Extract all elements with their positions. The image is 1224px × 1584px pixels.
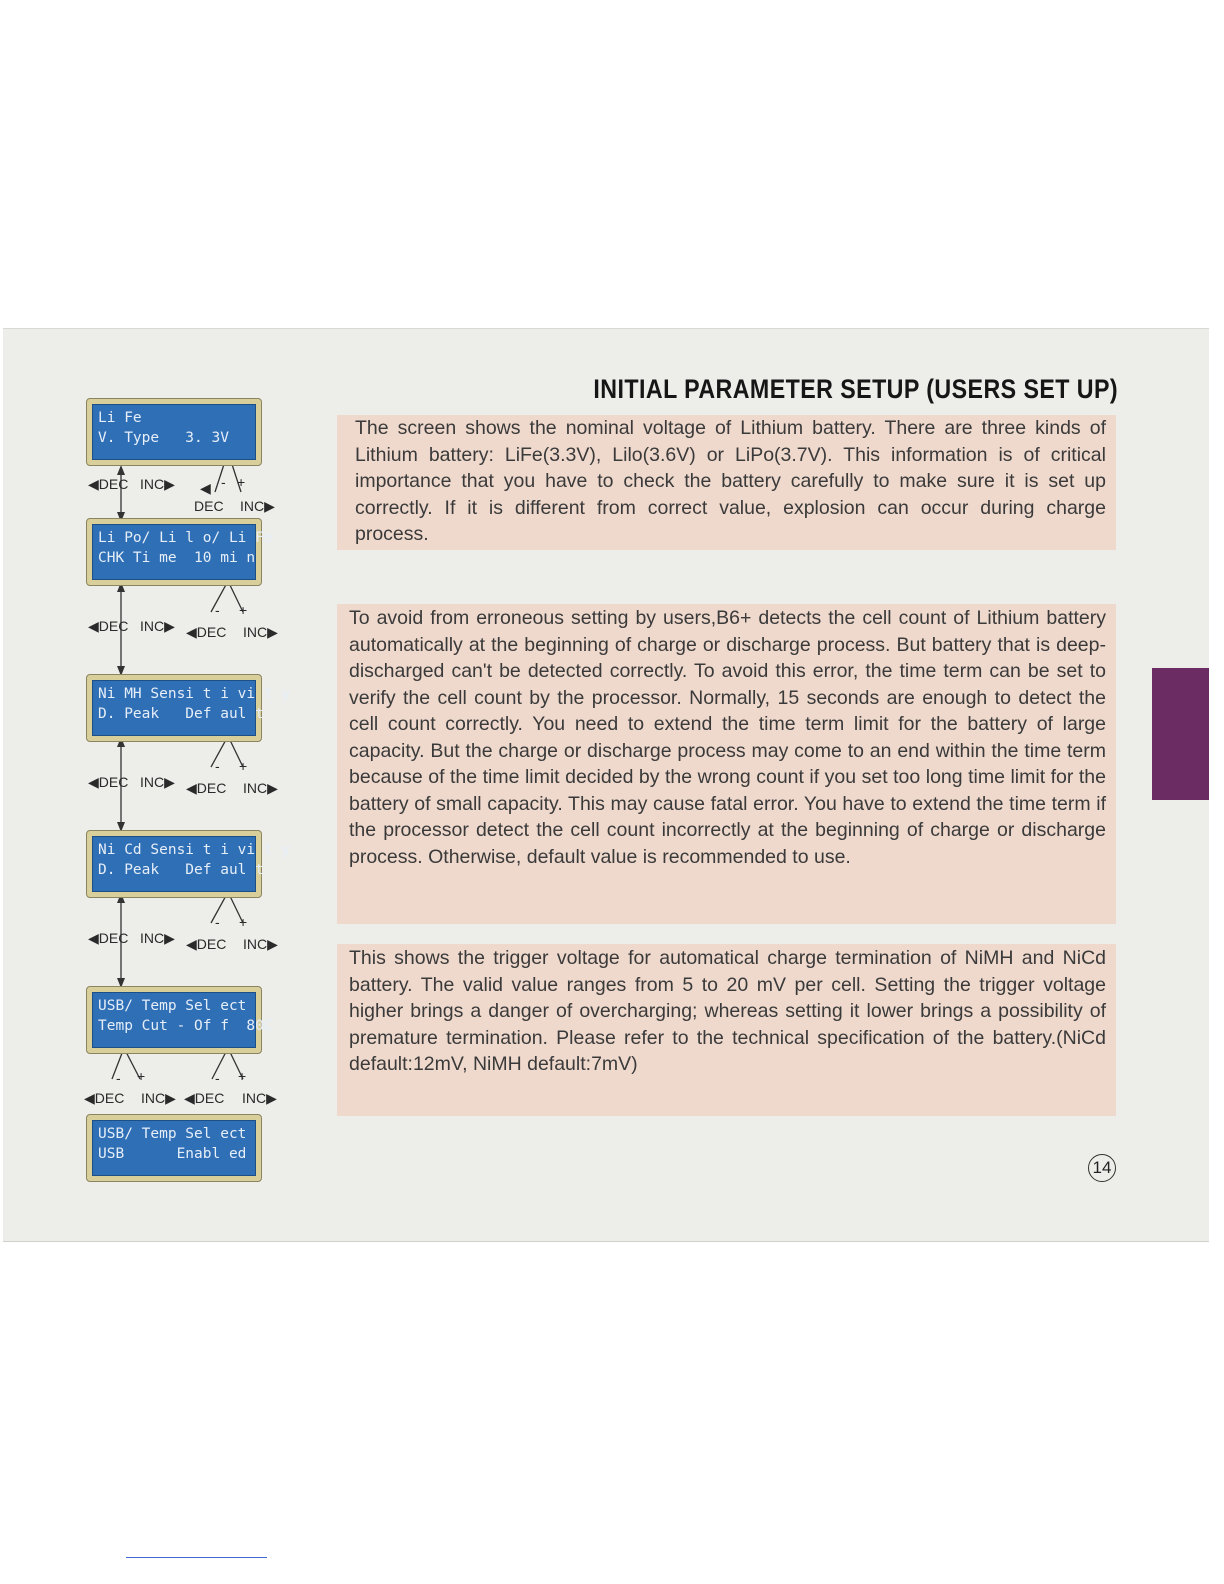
inc-label: INC▶ xyxy=(140,618,175,634)
lcd-check-time-screen xyxy=(92,524,273,580)
lcd-line-1: Ni Cd Sensi t i vi t y xyxy=(98,842,291,858)
minus-label: - xyxy=(215,1070,220,1086)
lcd-nimh-sensitivity xyxy=(86,674,291,742)
page-number: 14 xyxy=(1088,1154,1116,1182)
lcd-line-2: Temp Cut - Of f 80C xyxy=(98,1018,273,1034)
lcd-line-2: D. Peak Def aul t xyxy=(98,706,264,722)
dec-label: ◀DEC xyxy=(186,936,227,952)
inc-label: INC▶ xyxy=(240,498,275,514)
lcd-temp-cutoff xyxy=(86,986,273,1054)
lcd-nimh-sensitivity-screen xyxy=(92,680,291,736)
lcd-check-time xyxy=(86,518,273,586)
inc-label: INC▶ xyxy=(243,936,278,952)
plus-label: + xyxy=(239,758,248,774)
minus-label: - xyxy=(116,1070,121,1086)
dec-label: ◀DEC xyxy=(88,476,129,492)
plus-label: + xyxy=(239,602,248,618)
dec-label: ◀DEC xyxy=(88,930,129,946)
plus-label: + xyxy=(239,914,248,930)
inc-label: INC▶ xyxy=(140,774,175,790)
paragraph-sensitivity: This shows the trigger voltage for automatical charge termination of NiMH and NiCd battery. The valid value ranges from 5 to 20 mV per cell. Setting the trigger voltage higher brings a danger of overcharging; whereas setting it lower brings a possibility of premature termination. Please refer to the technical specification of the battery.(NiCd default:12mV, NiMH default:7mV) xyxy=(337,944,1116,1116)
plus-label: + xyxy=(137,1068,146,1084)
lcd-line-2: V. Type 3. 3V xyxy=(98,430,229,446)
lcd-line-1: USB/ Temp Sel ect xyxy=(98,998,247,1014)
lcd-line-1: Li Po/ Li l o/ Li Fe xyxy=(98,530,273,546)
inc-label: INC▶ xyxy=(140,476,175,492)
lcd-temp-cutoff-screen xyxy=(92,992,273,1048)
plus-label: + xyxy=(237,474,246,490)
lcd-voltage-type xyxy=(86,398,262,466)
lcd-line-2: D. Peak Def aul t xyxy=(98,862,264,878)
dec-label: ◀DEC xyxy=(184,1090,225,1106)
left-arrow-icon: ◀ xyxy=(200,480,211,496)
lcd-nicd-sensitivity xyxy=(86,830,291,898)
inc-label: INC▶ xyxy=(243,780,278,796)
inc-label: INC▶ xyxy=(243,624,278,640)
dec-label: DEC xyxy=(194,498,224,514)
lcd-line-2: USB Enabl ed xyxy=(98,1146,247,1162)
plus-label: + xyxy=(238,1068,247,1084)
lcd-nicd-sensitivity-screen xyxy=(92,836,291,892)
lcd-usb-enabled xyxy=(86,1114,262,1182)
dec-label: ◀DEC xyxy=(186,624,227,640)
dec-label: ◀DEC xyxy=(84,1090,125,1106)
dec-label: ◀DEC xyxy=(186,780,227,796)
lcd-line-1: Ni MH Sensi t i vi t y xyxy=(98,686,291,702)
lcd-line-1: Li Fe xyxy=(98,410,142,426)
dec-label: ◀DEC xyxy=(88,774,129,790)
minus-label: - xyxy=(215,602,220,618)
paragraph-check-time: To avoid from erroneous setting by users,B6+ detects the cell count of Lithium battery automatically at the beginning of charge or discharge process. But battery that is deep-discharged can't be detected correctly. To avoid this error, the time term can be set to verify the cell count by the processor. Normally, 15 seconds are enough to detect the cell count correctly. You need to extend the time term limit for the battery of large capacity. But the charge or discharge process may come to an end within the time term because of the time limit decided by the wrong count if you set too long time limit for the battery of small capacity. This may cause fatal error. You have to extend the time term if the processor detect the cell count incorrectly at the beginning of charge or discharge process. Otherwise, default value is recommended to use. xyxy=(337,604,1116,924)
lcd-usb-enabled-screen xyxy=(92,1120,256,1176)
inc-label: INC▶ xyxy=(140,930,175,946)
page-title: INITIAL PARAMETER SETUP (USERS SET UP) xyxy=(593,374,1118,404)
minus-label: - xyxy=(215,914,220,930)
footer-rule xyxy=(126,1557,267,1558)
lcd-line-1: USB/ Temp Sel ect xyxy=(98,1126,247,1142)
lcd-line-2: CHK Ti me 10 mi n xyxy=(98,550,256,566)
paragraph-voltage-type: The screen shows the nominal voltage of Lithium battery. There are three kinds of Lithium battery: LiFe(3.3V), Lilo(3.6V) or LiPo(3.7V). This information is of critical importance that you have to check the battery carefully to make sure it is set up correctly. If it is different from correct value, explosion can occur during charge process. xyxy=(337,415,1116,550)
inc-label: INC▶ xyxy=(141,1090,176,1106)
minus-label: - xyxy=(215,758,220,774)
lcd-voltage-type-screen xyxy=(92,404,256,460)
minus-label: - xyxy=(221,474,226,490)
dec-label: ◀DEC xyxy=(88,618,129,634)
inc-label: INC▶ xyxy=(242,1090,277,1106)
